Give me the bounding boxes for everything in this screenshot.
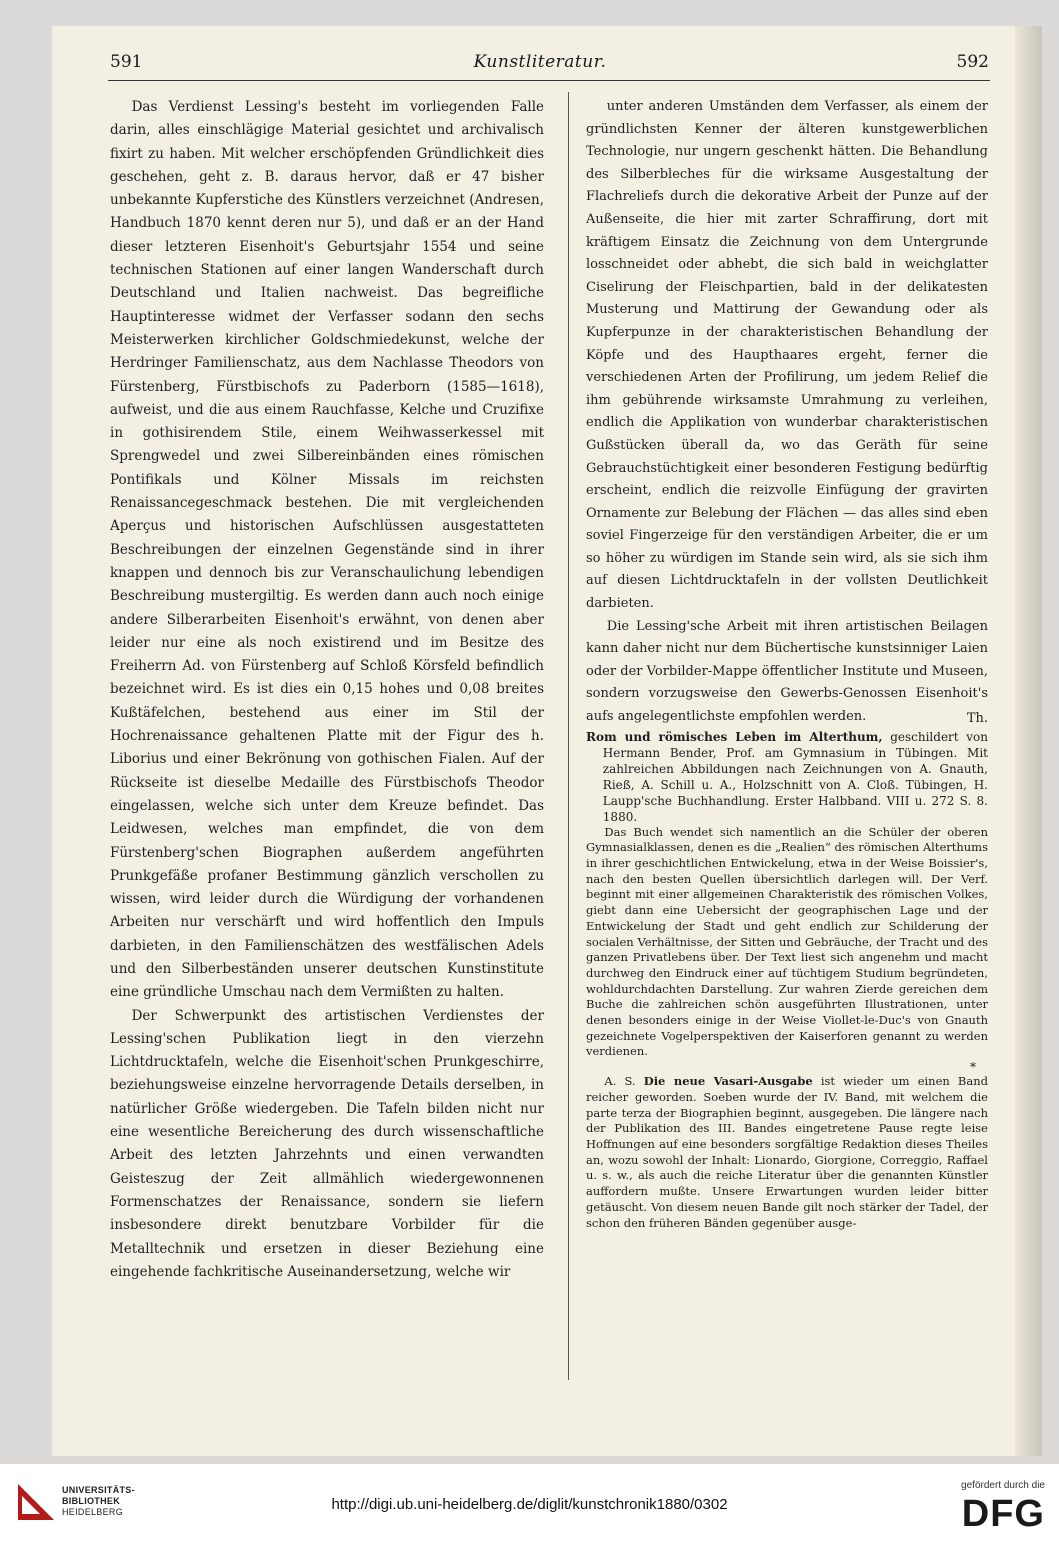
page-number-right: 592 — [956, 52, 989, 72]
vasari-notice — [586, 1074, 988, 1231]
funding-note: gefördert durch die — [961, 1480, 1045, 1491]
running-title: Kunstliteratur. — [473, 52, 607, 72]
page-edge-shadow — [1015, 26, 1042, 1456]
permalink-url[interactable]: http://digi.ub.uni-heidelberg.de/diglit/kunstchronik1880/0302 — [331, 1496, 728, 1513]
signature: Th. — [966, 710, 988, 726]
review-heading — [586, 729, 988, 825]
review-details: geschildert von Hermann Bender, Prof. am Gymnasium in Tübingen. Mit zahlreichen Abbildungen nach Zeichnungen von A. Gnauth, Rieß, A. Schill u. A., Holzschnitt von A. Cloß. Tübingen, H. Laupp'sche Buchhandlung. Erster Halbband. VIII u. 272 S. 8. 1880. — [602, 729, 988, 824]
vasari-body: ist wieder um einen Band reicher geworden. Soeben wurde der IV. Band, mit welchem die parte terza der Biographien beginnt, ausgegeben. Die längere nach der Publikation des III. Bandes eingetretene Pause regte leise Hoffnungen auf eine besonders sorgfältige Redaktion dieses Theiles an, wozu sowohl der Inhalt: Lionardo, Giorgione, Correggio, Raffael u. s. w., als auch die reiche Literatur über die genannten Künstler auffordern mußte. Unsere Erwartungen wurden leider bitter getäuscht. Von diesem neuen Bande gilt noch stärker der Tadel, der schon den früheren Bänden gegenüber ausge- — [586, 1074, 988, 1230]
separator-star: * — [970, 1060, 976, 1075]
column-divider — [568, 92, 569, 1380]
left-column — [110, 96, 544, 1386]
vasari-lead: A. S. — [604, 1074, 636, 1089]
review-body: Das Buch wendet sich namentlich an die Schüler der oberen Gymnasialklassen, denen es die „Realien“ des römischen Alterthums in ihrer geschichtlichen Entwickelung, etwa in der Weise Boissier's, nach den besten Quellen übersichtlich darlegen will. Der Verf. beginnt mit einer allgemeinen Charakteristik des römischen Volkes, giebt dann eine Uebersicht der geographischen Lage und der Entwickelung der Stadt und geht endlich zur Schilderung der socialen Verhältnisse, der Sitten und Gebräuche, der Tracht und des ganzen Privatlebens über. Der Text liest sich angenehm und macht durchweg den Eindruck einer auf tüchtigem Studium begründeten, wohldurchdachten Darstellung. Zur wahren Zierde gereichen dem Buche die zahlreichen schön ausgeführten Illustrationen, unter denen besonders einige in der Weise Viollet-le-Duc's von Gnauth gezeichnete Vogelperspektiven der Kaiserforen genannt zu werden verdienen. — [586, 824, 988, 1059]
page-number-left: 591 — [110, 52, 143, 72]
vasari-title: Die neue Vasari-Ausgabe — [643, 1074, 813, 1089]
review-title: Rom und römisches Leben im Alterthum, — [586, 729, 883, 744]
right-column — [586, 96, 988, 1386]
left-paragraph: Das Verdienst Lessing's besteht im vorliegenden Falle darin, alles einschlägige Material gesichtet und archivalisch fixirt zu haben. Mit welcher erschöpfenden Gründlichkeit dies geschehen, geht z. B. daraus hervor, daß er 47 bisher unbekannte Kupferstiche des Künstlers verzeichnet (Andresen, Handbuch 1870 kennt deren nur 5), und daß er an der Hand dieser letzteren Eisenhoit's Geburtsjahr 1554 und seine technischen Stationen auf einer langen Wanderschaft durch Deutschland und Italien nachweist. Das begreifliche Hauptinteresse widmet der Verfasser sodann den sechs Meisterwerken kirchlicher Goldschmiedekunst, welche der Herdringer Familienschatz, aus dem Nachlasse Theodors von Fürstenberg, Fürstbischofs zu Paderborn (1585—1618), aufweist, und die aus einem Rauchfasse, Kelche und Cruzifixe in gothisirendem Stile, einem Weihwasserkessel mit Sprengwedel und zwei Silbereinbänden eines römischen Pontifikals und Kölner Missals im reichsten Renaissancegeschmack bestehen. Die mit vergleichenden Aperçus und historischen Aufschlüssen ausgestatteten Beschreibungen der einzelnen Gegenstände sind in ihrer knappen und dennoch bis zur Veranschaulichung lebendigen Beschreibung mustergiltig. Es werden dann auch noch einige andere Silberarbeiten Eisenhoit's erwähnt, von denen aber leider nur eine als noch existirend und im Besitze des Freiherrn Ad. von Fürstenberg auf Schloß Körsfeld befindlich bezeichnet wird. Es ist dies ein 0,15 hohes und 0,08 breites Kußtäfelchen, bestehend aus einer im Stil der Hochrenaissance gehaltenen Platte mit der Figur des h. Liborius und einer Bekrönung von gothischen Fialen. Auf der Rückseite ist dieselbe Medaille des Fürstbischofs Theodor eingelassen, welche sich unter dem Kreuze befindet. Das Leidwesen, welches man empfindet, die von dem Fürstenberg'schen Biographen außerdem angeführten Prunkgefäße profaner Bestimmung gänzlich verschollen zu wissen, wird leider durch die Würdigung der vorhandenen Arbeiten nur verschärft und wird hoffentlich den Impuls darbieten, in den Familienschätzen des westfälischen Adels und den Silberbeständen unserer deutschen Kunstinstitute eine gründliche Umschau nach dem Vermißten zu halten. — [110, 99, 544, 1001]
header-rule — [108, 80, 990, 81]
viewer-footer — [0, 1464, 1059, 1545]
right-paragraph: Die Lessing'sche Arbeit mit ihren artistischen Beilagen kann daher nicht nur dem Büchertische kunstsinniger Laien oder der Vorbilder-Mappe öffentlicher Institute und Museen, sondern vorzugsweise den Gewerbs-Genossen Eisenhoit's aufs angelegentlichste empfohlen werden. — [586, 618, 988, 725]
left-paragraph: Der Schwerpunkt des artistischen Verdienstes der Lessing'schen Publikation liegt in den vierzehn Lichtdrucktafeln, welche die Eisenhoit'schen Prunkgeschirre, beziehungsweise einzelne hervorragende Details derselben, in natürlicher Größe wiedergeben. Die Tafeln bilden nicht nur eine wesentliche Bereicherung des durch wissenschaftliche Arbeit des letzten Jahrzehnts und einen verwandten Geisteszug der Zeit allmählich wiedergewonnenen Formenschatzes der Renaissance, sondern sie liefern insbesondere direkt benutzbare Vorbilder für die Metalltechnik und ersetzen in dieser Beziehung eine eingehende fachkritische Auseinandersetzung, welche wir — [110, 1007, 544, 1280]
right-paragraph: unter anderen Umständen dem Verfasser, als einem der gründlichsten Kenner der älteren kunstgewerblichen Technologie, nur ungern geschenkt hätten. Die Behandlung des Silberbleches für die wirksame Ausgestaltung der Flachreliefs durch die dekorative Arbeit der Punze auf der Außenseite, die hier mit zarter Schraffirung, dort mit kräftigem Einsatz die Zeichnung von dem Untergrunde losschneidet oder abhebt, die sich bald in weichglatter Ciselirung der Fleischpartien, bald in der delikatesten Musterung und Mattirung der Gewandung oder als Kupferpunze in der charakteristischen Behandlung der Köpfe und des Haupthaares ergeht, ferner die verschiedenen Arten der Profilirung, um jedem Relief die ihm gebührende wirksamste Umrahmung zu verleihen, endlich die Applikation von wunderbar charakteristischen Gußstücken überall da, wo das Geräth für seine Gebrauchstüchtigkeit einer besonderen Festigung bedürftig erscheint, endlich die reizvolle Einfügung der gravirten Ornamente zur Belebung der Flächen — das alles sind eben soviel Fingerzeige für den verständigen Arbeiter, die er um so höher zu würdigen im Stande sein wird, als sie sich ihm auf diesen Lichtdrucktafeln in der vollsten Deutlichkeit darbieten. — [586, 99, 988, 612]
dfg-logo: DFG — [961, 1493, 1045, 1535]
library-name: UNIVERSITÄTS- BIBLIOTHEK HEIDELBERG — [62, 1485, 135, 1517]
